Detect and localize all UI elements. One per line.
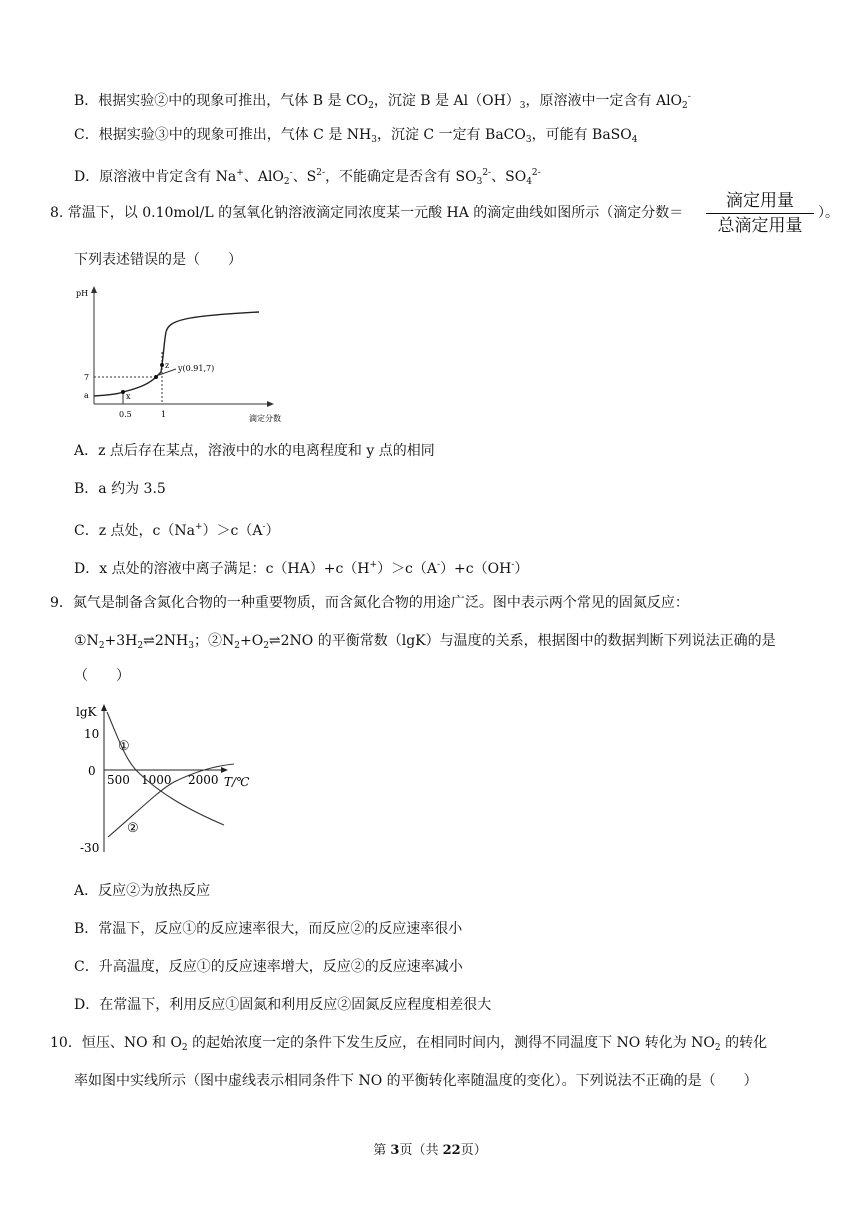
q8-stem: 8. 常温下，以 0.10mol/L 的氢氧化钠溶液滴定同浓度某一元酸 HA 的滴定曲线如图所示（滴定分数＝	[50, 205, 684, 221]
lgk-ytick-10: 10	[84, 727, 100, 741]
titration-xtick-0: 0.5	[119, 410, 132, 419]
q9-option-b: B．常温下，反应①的反应速率很大，而反应②的反应速率很小	[74, 921, 463, 937]
q8-prompt: 下列表述错误的是（ ）	[74, 252, 242, 268]
lgk-ytick-neg30: -30	[80, 841, 100, 855]
lgk-chart	[74, 700, 284, 860]
q9-option-c: C．升高温度，反应①的反应速率增大，反应②的反应速率减小	[74, 959, 463, 975]
q7-option-c: C．根据实验③中的现象可推出，气体 C 是 $NH_3$，沉淀 C 一定有 BaCO$_3$，可能有 BaSO$_4$	[74, 127, 638, 145]
titration-point-y-label: y(0.91,7)	[178, 364, 215, 373]
lgk-x-arrow	[221, 767, 228, 773]
titration-point-z-label: z	[165, 361, 170, 370]
fraction-numerator: 滴定用量	[726, 191, 794, 211]
lgk-series-2-label: ②	[127, 821, 139, 836]
titration-fraction	[700, 190, 820, 238]
titration-x-arrow	[267, 401, 274, 407]
lgk-xtick-500: 500	[107, 773, 130, 787]
q9-option-d: D．在常温下，利用反应①固氮和利用反应②固氮反应程度相差很大	[74, 997, 492, 1013]
q9-stem: 9．氮气是制备含氮化合物的一种重要物质，而含氮化合物的用途广泛。图中表示两个常见的固氮反应：	[50, 595, 689, 611]
q9-option-a: A．反应②为放热反应	[74, 883, 211, 899]
titration-point-y	[154, 375, 158, 379]
titration-point-x-label: x	[126, 392, 131, 401]
q9-stem-line2: $①N_2+3H_2\rightleftharpoons 2NH_3$；$②N_2+O_2\rightleftharpoons 2NO$ 的平衡常数（lgK）与温度的关系，根据图中的数据判断下列说法正确的是	[74, 633, 776, 651]
fraction-bar	[706, 213, 814, 214]
titration-y-arrow	[91, 286, 97, 293]
titration-ylabel: pH	[76, 289, 89, 298]
titration-point-z	[160, 363, 164, 367]
lgk-xlabel: T/℃	[224, 775, 250, 789]
lgk-y-arrow	[101, 704, 107, 711]
lgk-series-1-curve	[107, 712, 224, 825]
q8-option-b: B．a 约为 3.5	[74, 481, 166, 497]
titration-xtick-1: 1	[161, 410, 167, 419]
titration-chart	[74, 282, 304, 427]
titration-curve	[94, 312, 259, 396]
lgk-ylabel: lgK	[76, 705, 97, 719]
lgk-series-1-label: ①	[118, 739, 130, 754]
q8-stem-close: ）。	[818, 205, 839, 221]
q8-option-d: D．x 点处的溶液中离子满足：c（HA）+c（H+）＞c（A-）+c（OH-）	[74, 560, 529, 577]
q10-stem-line2: 率如图中实线所示（图中虚线表示相同条件下 NO 的平衡转化率随温度的变化）。下列说法不正确的是（ ）	[74, 1073, 758, 1089]
q8-option-c: C．z 点处，c（Na+）＞c（A-）	[74, 522, 280, 539]
lgk-xtick-1000: 1000	[141, 773, 172, 787]
titration-point-x	[121, 390, 125, 394]
fraction-denominator: 总滴定用量	[717, 216, 803, 236]
q7-option-b: B．根据实验②中的现象可推出，气体 B 是 $CO_2$，沉淀 B 是 $Al(OH)_3$，原溶液中一定含有 AlO$_2$-	[74, 92, 691, 111]
q9-paren: （ ）	[74, 668, 130, 684]
titration-ytick-7: 7	[84, 373, 90, 382]
lgk-xtick-2000: 2000	[188, 773, 219, 787]
titration-ytick-a: a	[84, 391, 89, 400]
titration-xlabel: 滴定分数	[249, 414, 281, 423]
lgk-ytick-0: 0	[88, 764, 96, 778]
q8-option-a: A．z 点后存在某点，溶液中的水的电离程度和 y 点的相同	[74, 443, 435, 459]
q7-option-d: D．原溶液中肯定含有 Na+、AlO$_2$-、$S^{2-}$，不能确定是否含有 $SO_3^{2-}$、$SO_4^{2-}$	[74, 168, 541, 187]
q10-stem: 10．恒压、NO 和 $O_2$ 的起始浓度一定的条件下发生反应，在相同时间内，测得不同温度下 NO 转化为 $NO_2$ 的转化	[50, 1035, 768, 1053]
page-footer: 第 3页（共 22页）	[373, 1143, 487, 1158]
